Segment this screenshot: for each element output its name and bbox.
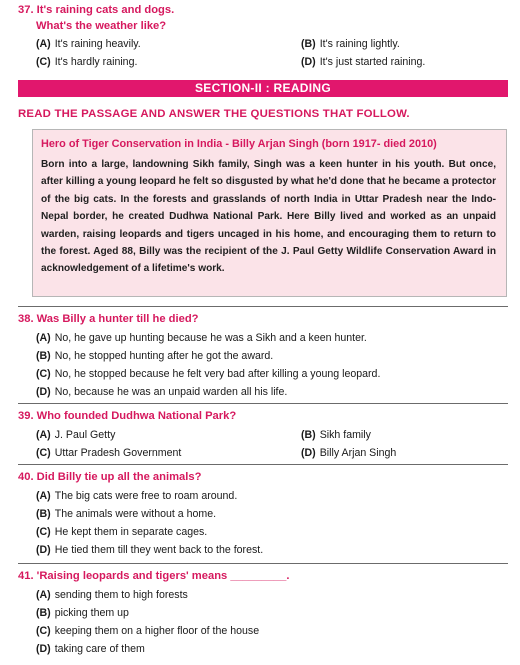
option-c[interactable]: (C) keeping them on a higher floor of the house — [36, 625, 260, 637]
option-d[interactable]: (D) taking care of them — [36, 643, 145, 655]
passage-title: Hero of Tiger Conservation in India - Billy Arjan Singh (born 1917- died 2010) — [41, 138, 437, 150]
question-40-title: 40. Did Billy tie up all the animals? — [18, 471, 202, 483]
question-37-subtitle: What's the weather like? — [36, 20, 167, 32]
question-39-title: 39. Who founded Dudhwa National Park? — [18, 410, 237, 422]
passage-instruction: READ THE PASSAGE AND ANSWER THE QUESTIONS THAT FOLLOW. — [18, 108, 410, 120]
question-41 — [18, 568, 508, 658]
option-d[interactable]: (D) It's just started raining. — [301, 56, 426, 68]
question-38 — [18, 311, 508, 401]
section-header: SECTION-II : READING — [18, 80, 508, 97]
question-37 — [18, 2, 508, 71]
option-d[interactable]: (D) No, because he was an unpaid warden all his life. — [36, 386, 288, 398]
option-c[interactable]: (C) He kept them in separate cages. — [36, 526, 208, 538]
option-a[interactable]: (A) sending them to high forests — [36, 589, 188, 601]
divider — [18, 306, 508, 307]
option-c[interactable]: (C) No, he stopped because he felt very bad after killing a young leopard. — [36, 368, 381, 380]
option-b[interactable]: (B) No, he stopped hunting after he got the award. — [36, 350, 274, 362]
option-a[interactable]: (A) It's raining heavily. — [36, 38, 141, 50]
option-a[interactable]: (A) The big cats were free to roam around. — [36, 490, 238, 502]
option-b[interactable]: (B) It's raining lightly. — [301, 38, 400, 50]
question-41-title: 41. 'Raising leopards and tigers' means _________. — [18, 570, 290, 582]
option-d[interactable]: (D) He tied them till they went back to the forest. — [36, 544, 264, 556]
option-c[interactable]: (C) Uttar Pradesh Government — [36, 447, 182, 459]
question-39 — [18, 408, 508, 462]
divider — [18, 563, 508, 564]
option-a[interactable]: (A) J. Paul Getty — [36, 429, 116, 441]
reading-passage — [32, 129, 507, 297]
divider — [18, 403, 508, 404]
divider — [18, 464, 508, 465]
option-a[interactable]: (A) No, he gave up hunting because he was a Sikh and a keen hunter. — [36, 332, 367, 344]
option-b[interactable]: (B) Sikh family — [301, 429, 371, 441]
passage-text: Born into a large, landowning Sikh family, Singh was a keen hunter in his youth. But once, after killing a young leopard he felt so disgusted by what he'd done that he became a protector of the big cats. In the forests and grasslands of north India in Uttar Pradesh near the Indo-Nepal border, he created Dudhwa National Park. Here Billy lived and worked as an unpaid warden, raising leopards and tigers uncaged in his home, and encouraging them to return to the forest. Aged 88, Billy was the recipient of the J. Paul Getty Wildlife Conservation Award in acknowledgement of a lifetime's work. — [41, 159, 496, 275]
question-38-title: 38. Was Billy a hunter till he died? — [18, 313, 199, 325]
option-b[interactable]: (B) picking them up — [36, 607, 129, 619]
option-c[interactable]: (C) It's hardly raining. — [36, 56, 138, 68]
question-37-title: 37. It's raining cats and dogs. — [18, 4, 175, 16]
question-40 — [18, 469, 508, 559]
option-b[interactable]: (B) The animals were without a home. — [36, 508, 217, 520]
option-d[interactable]: (D) Billy Arjan Singh — [301, 447, 397, 459]
